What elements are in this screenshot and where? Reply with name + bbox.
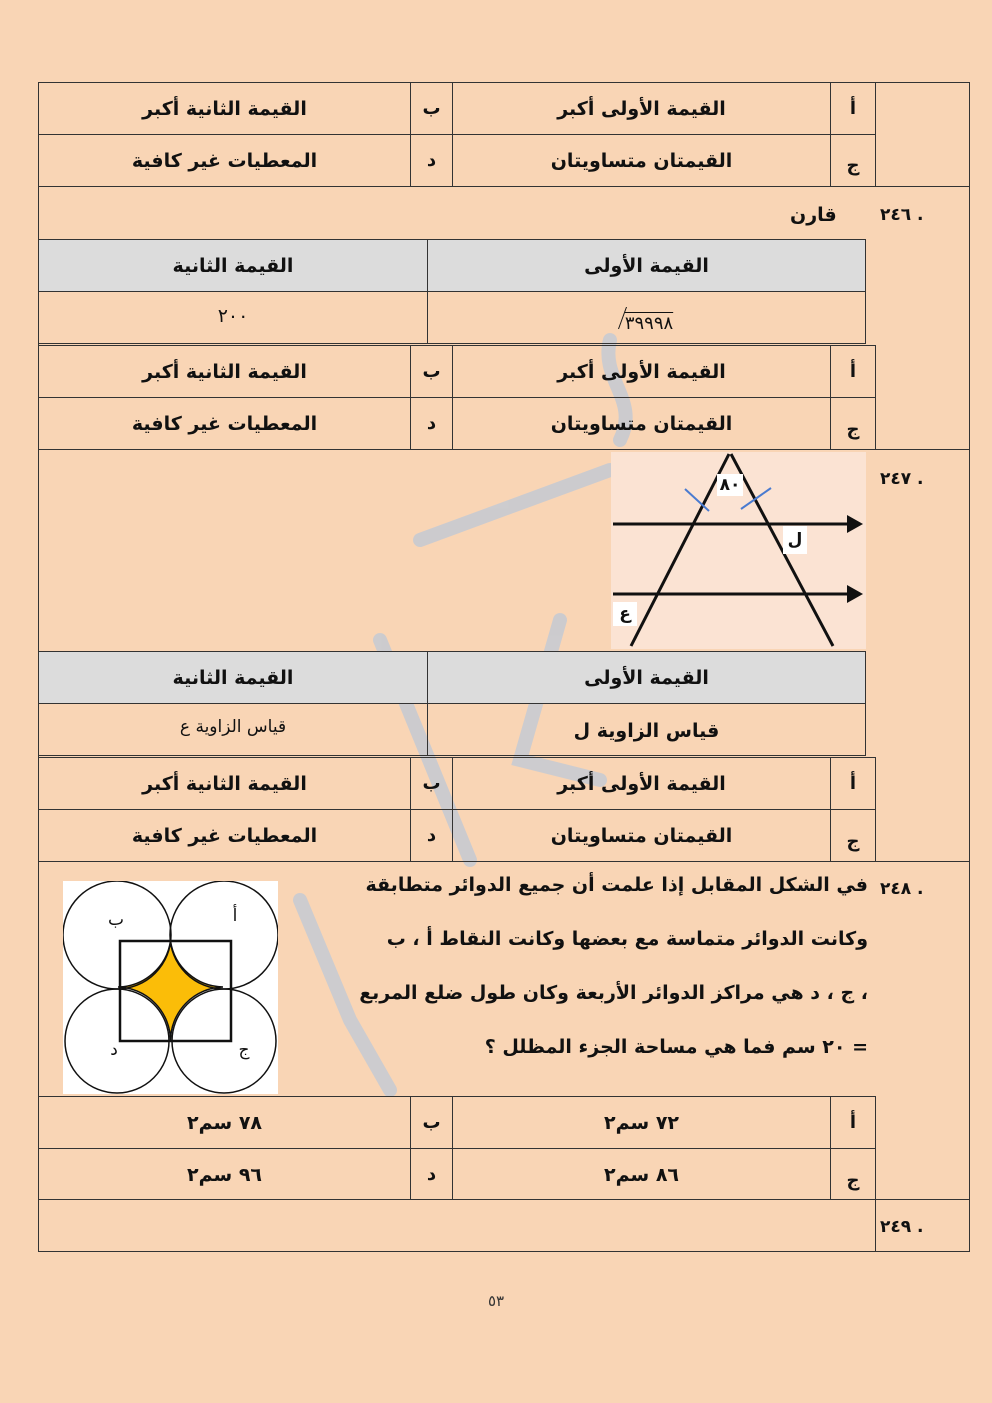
q248-option-a-text[interactable]: ٧٢ سم٢	[604, 1111, 680, 1134]
q248-fig-label-b: ب	[108, 910, 125, 930]
q248-fig-label-d: د	[110, 1040, 118, 1060]
q248-option-b-text[interactable]: ٧٨ سم٢	[187, 1111, 263, 1134]
q247-option-c-letter: ج	[846, 831, 860, 852]
q249-number: ٢٤٩ .	[880, 1217, 924, 1237]
q246-option-a-text[interactable]: القيمة الأولى أكبر	[557, 360, 726, 383]
option-c-text[interactable]: القيمتان متساويتان	[550, 149, 733, 172]
option-b-text[interactable]: القيمة الثانية أكبر	[142, 97, 307, 120]
q247-second-value: قياس الزاوية ع	[179, 717, 287, 737]
q246-second-value: ٢٠٠	[217, 305, 249, 327]
option-a-letter: أ	[849, 98, 857, 119]
q246-radicand: ٣٩٩٩٨	[624, 312, 674, 334]
q247-option-c-text[interactable]: القيمتان متساويتان	[550, 824, 733, 847]
option-d-text[interactable]: المعطيات غير كافية	[131, 149, 318, 172]
q246-number: ٢٤٦ .	[880, 205, 924, 225]
q248-option-c-text[interactable]: ٨٦ سم٢	[604, 1163, 680, 1186]
q246-header-first: القيمة الأولى	[584, 254, 709, 277]
q248-fig-label-a: أ	[232, 906, 238, 926]
option-b-letter: ب	[422, 98, 441, 119]
q247-option-b-letter: ب	[422, 773, 441, 794]
option-a-text[interactable]: القيمة الأولى أكبر	[557, 97, 726, 120]
q248-option-d-text[interactable]: ٩٦ سم٢	[187, 1163, 263, 1186]
q247-ein-label: ع	[619, 604, 631, 624]
q247-angle-label: ٨٠	[719, 475, 741, 495]
option-c-letter: ج	[846, 155, 860, 176]
q246-option-b-letter: ب	[422, 361, 441, 382]
q246-header-second: القيمة الثانية	[172, 254, 294, 277]
q247-number: ٢٤٧ .	[880, 469, 924, 489]
q248-fig-label-c: ج	[238, 1040, 250, 1060]
q246-option-d-text[interactable]: المعطيات غير كافية	[131, 412, 318, 435]
q248-option-a-letter: أ	[849, 1112, 857, 1133]
q246-option-c-text[interactable]: القيمتان متساويتان	[550, 412, 733, 435]
q247-option-d-text[interactable]: المعطيات غير كافية	[131, 824, 318, 847]
q246-prompt: قارن	[790, 204, 837, 226]
q247-l-label: ل	[787, 530, 803, 550]
q246-option-a-letter: أ	[849, 361, 857, 382]
q248-text-line-4: = ٢٠ سم فما هي مساحة الجزء المظلل ؟	[484, 1036, 868, 1058]
q247-option-b-text[interactable]: القيمة الثانية أكبر	[142, 772, 307, 795]
q247-option-a-letter: أ	[849, 773, 857, 794]
q246-option-d-letter: د	[426, 413, 437, 434]
q248-number: ٢٤٨ .	[880, 879, 924, 899]
page-number: ٥٣	[487, 1292, 505, 1310]
q248-text-line-3: ، ج ، د هي مراكز الدوائر الأربعة وكان طول ضلع المربع	[359, 982, 868, 1004]
option-d-letter: د	[426, 150, 437, 171]
q246-option-b-text[interactable]: القيمة الثانية أكبر	[142, 360, 307, 383]
q248-option-b-letter: ب	[422, 1112, 441, 1133]
q248-text-line-2: وكانت الدوائر متماسة مع بعضها وكانت النقاط أ ، ب	[386, 928, 868, 950]
q247-option-d-letter: د	[426, 825, 437, 846]
q247-header-second: القيمة الثانية	[172, 666, 294, 689]
q248-option-d-letter: د	[426, 1164, 437, 1185]
q246-first-value	[428, 300, 865, 340]
q247-header-first: القيمة الأولى	[584, 666, 709, 689]
q246-option-c-letter: ج	[846, 419, 860, 440]
q247-first-value: قياس الزاوية ل	[573, 720, 720, 742]
q248-figure	[63, 881, 278, 1094]
q248-option-c-letter: ج	[846, 1170, 860, 1191]
q248-text-line-1: في الشكل المقابل إذا علمت أن جميع الدوائر متطابقة	[365, 874, 868, 896]
q247-option-a-text[interactable]: القيمة الأولى أكبر	[557, 772, 726, 795]
